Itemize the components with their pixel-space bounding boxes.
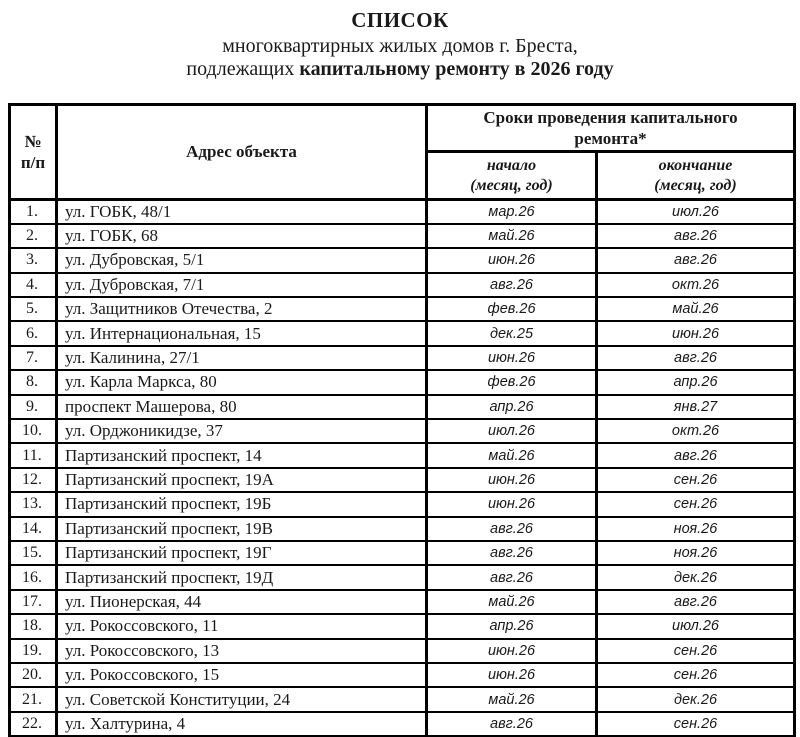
address-cell: ул. Дубровская, 5/1 — [57, 248, 427, 272]
row-number-cell: 10. — [10, 419, 57, 443]
table-row — [10, 614, 795, 638]
title-line-2: многоквартирных жилых домов г. Бреста, — [222, 34, 578, 57]
table-row — [10, 663, 795, 687]
address-cell: ул. Рокоссовского, 13 — [57, 639, 427, 663]
table-row — [10, 517, 795, 541]
start-date-cell: июн.26 — [427, 639, 597, 663]
repair-schedule-table — [8, 103, 796, 737]
start-date-cell: авг.26 — [427, 565, 597, 589]
address-cell: ул. Пионерская, 44 — [57, 590, 427, 614]
address-cell: ул. ГОБК, 68 — [57, 224, 427, 248]
column-header-address: Адрес объекта — [57, 105, 427, 200]
address-cell: проспект Машерова, 80 — [57, 395, 427, 419]
table-row — [10, 346, 795, 370]
address-cell: Партизанский проспект, 19А — [57, 468, 427, 492]
address-cell: ул. Орджоникидзе, 37 — [57, 419, 427, 443]
address-cell: ул. Интернациональная, 15 — [57, 321, 427, 345]
row-number-cell: 22. — [10, 712, 57, 736]
row-number-cell: 3. — [10, 248, 57, 272]
end-date-cell: июн.26 — [597, 321, 795, 345]
end-date-cell: авг.26 — [597, 590, 795, 614]
table-row — [10, 224, 795, 248]
end-date-cell: авг.26 — [597, 346, 795, 370]
column-header-start-line1: начало — [486, 156, 537, 174]
table-row — [10, 687, 795, 711]
start-date-cell: июн.26 — [427, 663, 597, 687]
table-row — [10, 541, 795, 565]
end-date-cell: сен.26 — [597, 663, 795, 687]
row-number-cell: 14. — [10, 517, 57, 541]
row-number-cell: 5. — [10, 297, 57, 321]
row-number-cell: 12. — [10, 468, 57, 492]
start-date-cell: фев.26 — [427, 297, 597, 321]
end-date-cell: май.26 — [597, 297, 795, 321]
title-line-3 — [0, 58, 800, 82]
table-row — [10, 443, 795, 467]
row-number-cell: 7. — [10, 346, 57, 370]
row-number-cell: 16. — [10, 565, 57, 589]
end-date-cell: июл.26 — [597, 200, 795, 224]
address-cell: ул. ГОБК, 48/1 — [57, 200, 427, 224]
table-header — [10, 105, 795, 200]
end-date-cell: дек.26 — [597, 687, 795, 711]
start-date-cell: авг.26 — [427, 712, 597, 736]
end-date-cell: авг.26 — [597, 248, 795, 272]
row-number-cell: 4. — [10, 273, 57, 297]
table-header-row-1 — [10, 105, 795, 152]
end-date-cell: июл.26 — [597, 614, 795, 638]
row-number-cell: 1. — [10, 200, 57, 224]
end-date-cell: ноя.26 — [597, 541, 795, 565]
start-date-cell: май.26 — [427, 590, 597, 614]
end-date-cell: сен.26 — [597, 492, 795, 516]
table-row — [10, 468, 795, 492]
address-cell: Партизанский проспект, 14 — [57, 443, 427, 467]
column-header-start — [427, 152, 597, 200]
column-header-end-line1: окончание — [658, 156, 733, 174]
start-date-cell: дек.25 — [427, 321, 597, 345]
column-header-number — [10, 105, 57, 200]
table-row — [10, 200, 795, 224]
address-cell: Партизанский проспект, 19Г — [57, 541, 427, 565]
table-row — [10, 297, 795, 321]
start-date-cell: май.26 — [427, 443, 597, 467]
table-row — [10, 565, 795, 589]
address-cell: ул. Советской Конституции, 24 — [57, 687, 427, 711]
start-date-cell: июл.26 — [427, 419, 597, 443]
address-cell: ул. Карла Маркса, 80 — [57, 370, 427, 394]
start-date-cell: май.26 — [427, 224, 597, 248]
start-date-cell: май.26 — [427, 687, 597, 711]
table-row — [10, 590, 795, 614]
start-date-cell: фев.26 — [427, 370, 597, 394]
row-number-cell: 18. — [10, 614, 57, 638]
row-number-cell: 15. — [10, 541, 57, 565]
column-header-number-line2: п/п — [20, 153, 46, 172]
column-header-dates-span — [427, 105, 795, 152]
column-header-dates-span-text: Сроки проведения капитального ремонта* — [483, 107, 738, 148]
address-cell: ул. Рокоссовского, 11 — [57, 614, 427, 638]
row-number-cell: 9. — [10, 395, 57, 419]
column-header-start-line2: (месяц, год) — [470, 176, 553, 194]
start-date-cell: авг.26 — [427, 517, 597, 541]
end-date-cell: ноя.26 — [597, 517, 795, 541]
column-header-end — [597, 152, 795, 200]
start-date-cell: июн.26 — [427, 468, 597, 492]
address-cell: Партизанский проспект, 19Д — [57, 565, 427, 589]
end-date-cell: авг.26 — [597, 224, 795, 248]
start-date-cell: авг.26 — [427, 273, 597, 297]
start-date-cell: апр.26 — [427, 614, 597, 638]
table-row — [10, 248, 795, 272]
table-row — [10, 639, 795, 663]
table-row — [10, 273, 795, 297]
end-date-cell: окт.26 — [597, 273, 795, 297]
table-row — [10, 321, 795, 345]
row-number-cell: 17. — [10, 590, 57, 614]
address-cell: ул. Калинина, 27/1 — [57, 346, 427, 370]
title-line-1: СПИСОК — [351, 8, 449, 32]
address-cell: Партизанский проспект, 19Б — [57, 492, 427, 516]
address-cell: ул. Дубровская, 7/1 — [57, 273, 427, 297]
address-cell: ул. Защитников Отечества, 2 — [57, 297, 427, 321]
row-number-cell: 21. — [10, 687, 57, 711]
end-date-cell: сен.26 — [597, 468, 795, 492]
start-date-cell: июн.26 — [427, 248, 597, 272]
row-number-cell: 6. — [10, 321, 57, 345]
end-date-cell: окт.26 — [597, 419, 795, 443]
table-row — [10, 395, 795, 419]
start-date-cell: июн.26 — [427, 346, 597, 370]
title-line-3-regular: подлежащих — [186, 58, 300, 81]
column-header-end-line2: (месяц, год) — [654, 176, 737, 194]
address-cell: ул. Халтурина, 4 — [57, 712, 427, 736]
start-date-cell: авг.26 — [427, 541, 597, 565]
start-date-cell: мар.26 — [427, 200, 597, 224]
column-header-number-line1: № — [24, 131, 42, 151]
end-date-cell: апр.26 — [597, 370, 795, 394]
row-number-cell: 8. — [10, 370, 57, 394]
row-number-cell: 13. — [10, 492, 57, 516]
end-date-cell: янв.27 — [597, 395, 795, 419]
end-date-cell: авг.26 — [597, 443, 795, 467]
document-title — [0, 8, 800, 82]
end-date-cell: сен.26 — [597, 712, 795, 736]
table-row — [10, 712, 795, 736]
table-row — [10, 370, 795, 394]
end-date-cell: сен.26 — [597, 639, 795, 663]
table-row — [10, 492, 795, 516]
address-cell: Партизанский проспект, 19В — [57, 517, 427, 541]
table-row — [10, 419, 795, 443]
row-number-cell: 20. — [10, 663, 57, 687]
address-cell: ул. Рокоссовского, 15 — [57, 663, 427, 687]
title-line-3-bold: капитальному ремонту в 2026 году — [299, 58, 614, 81]
row-number-cell: 19. — [10, 639, 57, 663]
table-body — [10, 200, 795, 737]
row-number-cell: 11. — [10, 443, 57, 467]
start-date-cell: апр.26 — [427, 395, 597, 419]
end-date-cell: дек.26 — [597, 565, 795, 589]
row-number-cell: 2. — [10, 224, 57, 248]
start-date-cell: июн.26 — [427, 492, 597, 516]
